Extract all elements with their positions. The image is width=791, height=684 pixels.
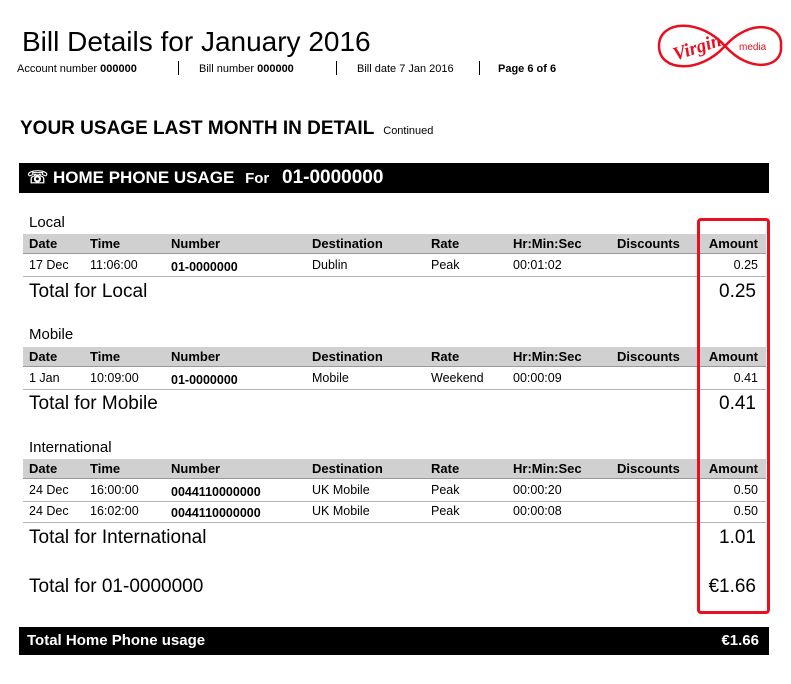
bill-label: Bill number — [199, 63, 255, 75]
phone-icon: ☏ — [27, 168, 49, 187]
cell-time: 10:09:00 — [90, 371, 139, 385]
total-value: 0.41 — [719, 393, 756, 414]
col-duration: Hr:Min:Sec — [513, 349, 582, 364]
cell-rate: Peak — [431, 504, 460, 518]
cell-amount: 0.50 — [733, 504, 758, 518]
table-header — [23, 459, 766, 479]
account-value: 000000 — [100, 63, 137, 75]
bill-date: Bill date 7 Jan 2016 — [357, 63, 454, 75]
col-discounts: Discounts — [617, 461, 680, 476]
cell-date: 17 Dec — [29, 258, 69, 272]
cell-time: 16:02:00 — [90, 504, 139, 518]
cell-duration: 00:01:02 — [513, 258, 562, 272]
meta-divider — [336, 61, 337, 75]
section-heading-text: YOUR USAGE LAST MONTH IN DETAIL — [20, 118, 374, 139]
home-phone-for: For — [245, 170, 270, 187]
col-destination: Destination — [312, 461, 383, 476]
bill-value: 000000 — [257, 63, 294, 75]
account-label: Account number — [17, 63, 98, 75]
meta-divider — [178, 61, 179, 75]
col-rate: Rate — [431, 349, 460, 364]
group-label-mobile: Mobile — [29, 326, 74, 343]
total-label: Total for Mobile — [29, 393, 158, 414]
col-number: Number — [171, 236, 221, 251]
cell-destination: Mobile — [312, 371, 349, 385]
account-number — [17, 62, 137, 76]
table-row — [23, 255, 766, 277]
col-number: Number — [171, 461, 221, 476]
cell-number: 0044110000000 — [171, 506, 261, 520]
grand-total-bar — [19, 627, 769, 655]
cell-destination: Dublin — [312, 258, 348, 272]
col-rate: Rate — [431, 461, 460, 476]
grand-total-label: Total Home Phone usage — [27, 632, 206, 649]
table-row — [23, 480, 766, 502]
meta-divider — [479, 61, 480, 75]
col-date: Date — [29, 236, 58, 251]
group-label-international: International — [29, 439, 112, 456]
table-header — [23, 347, 766, 367]
logo-sub: media — [739, 42, 767, 53]
cell-number: 0044110000000 — [171, 485, 261, 499]
number-total-label: Total for 01-0000000 — [29, 576, 204, 597]
home-phone-number: 01-0000000 — [282, 167, 384, 188]
cell-destination: UK Mobile — [312, 483, 370, 497]
cell-rate: Peak — [431, 258, 460, 272]
col-amount: Amount — [708, 236, 758, 251]
virgin-media-logo — [655, 10, 785, 82]
col-time: Time — [90, 349, 121, 364]
cell-rate: Peak — [431, 483, 460, 497]
grand-total-value: €1.66 — [721, 632, 759, 649]
page-current: 6 — [527, 63, 534, 75]
total-value: 0.25 — [719, 281, 756, 302]
table-row — [23, 368, 766, 390]
page-label: Page — [498, 63, 525, 75]
col-destination: Destination — [312, 236, 383, 251]
cell-date: 1 Jan — [29, 371, 60, 385]
col-destination: Destination — [312, 349, 383, 364]
cell-rate: Weekend — [431, 371, 484, 385]
continued-label: Continued — [383, 125, 434, 137]
col-date: Date — [29, 349, 58, 364]
col-discounts: Discounts — [617, 236, 680, 251]
number-total-value: €1.66 — [708, 576, 756, 597]
page-of: of 6 — [536, 63, 557, 75]
page-indicator — [498, 62, 556, 76]
cell-amount: 0.25 — [733, 258, 758, 272]
cell-duration: 00:00:20 — [513, 483, 562, 497]
cell-date: 24 Dec — [29, 483, 69, 497]
logo-brand: Virgin — [670, 30, 725, 66]
col-time: Time — [90, 236, 121, 251]
cell-date: 24 Dec — [29, 504, 69, 518]
col-time: Time — [90, 461, 121, 476]
total-label: Total for International — [29, 527, 207, 548]
total-label: Total for Local — [29, 281, 148, 302]
cell-time: 11:06:00 — [90, 258, 138, 272]
table-header — [23, 234, 766, 254]
col-discounts: Discounts — [617, 349, 680, 364]
col-rate: Rate — [431, 236, 460, 251]
table-row — [23, 501, 766, 523]
col-amount: Amount — [708, 349, 758, 364]
cell-destination: UK Mobile — [312, 504, 370, 518]
page-title: Bill Details for January 2016 — [22, 26, 371, 57]
col-number: Number — [171, 349, 221, 364]
cell-duration: 00:00:09 — [513, 371, 562, 385]
col-duration: Hr:Min:Sec — [513, 461, 582, 476]
cell-amount: 0.41 — [733, 371, 758, 385]
cell-number: 01-0000000 — [171, 260, 238, 274]
col-duration: Hr:Min:Sec — [513, 236, 582, 251]
home-phone-label: HOME PHONE USAGE — [53, 168, 235, 187]
group-label-local: Local — [29, 214, 65, 231]
home-phone-usage-bar — [19, 163, 769, 193]
bill-number — [199, 62, 294, 76]
total-value: 1.01 — [719, 527, 756, 548]
amount-highlight-box — [697, 218, 770, 614]
cell-duration: 00:00:08 — [513, 504, 562, 518]
cell-time: 16:00:00 — [90, 483, 139, 497]
cell-number: 01-0000000 — [171, 373, 238, 387]
section-heading — [20, 118, 433, 140]
cell-amount: 0.50 — [733, 483, 758, 497]
col-amount: Amount — [708, 461, 758, 476]
col-date: Date — [29, 461, 58, 476]
